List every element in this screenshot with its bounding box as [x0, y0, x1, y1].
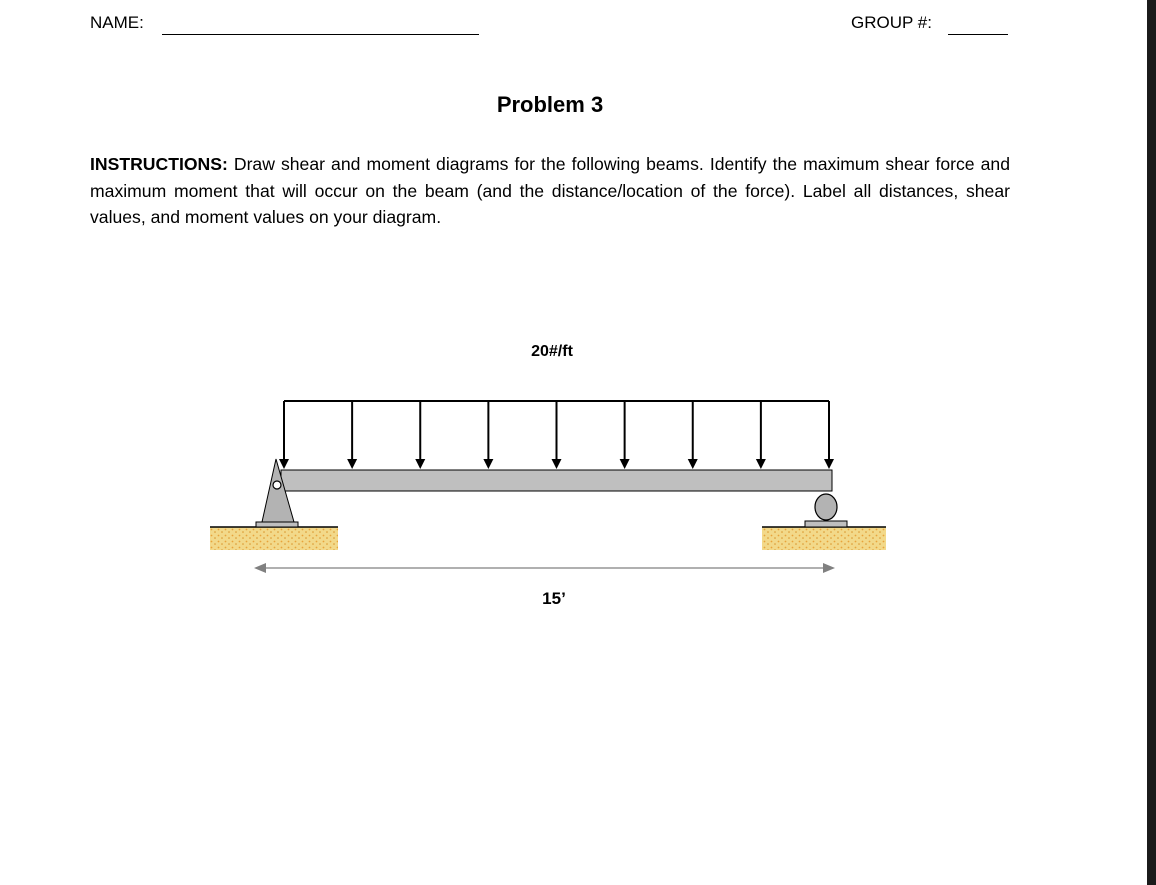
- load-arrow-head: [688, 459, 698, 469]
- pin-base-plate: [256, 522, 298, 527]
- load-arrow-head: [483, 459, 493, 469]
- page-edge-bar: [1147, 0, 1156, 885]
- load-label: 20#/ft: [531, 343, 573, 360]
- ground-right: [762, 527, 886, 550]
- distributed-load: [279, 401, 834, 469]
- load-arrow-head: [415, 459, 425, 469]
- beam: [281, 470, 832, 491]
- span-dimension: [254, 563, 835, 573]
- dimension-arrow-right: [823, 563, 835, 573]
- load-arrow-head: [756, 459, 766, 469]
- roller-wheel: [815, 494, 837, 520]
- name-label: NAME:: [90, 13, 144, 32]
- load-arrow-head: [347, 459, 357, 469]
- group-label: GROUP #:: [851, 13, 932, 32]
- load-arrow-head: [279, 459, 289, 469]
- span-label: 15’: [542, 589, 566, 608]
- instructions-label: INSTRUCTIONS:: [90, 154, 228, 174]
- load-arrows: [279, 401, 834, 469]
- dimension-arrow-left: [254, 563, 266, 573]
- load-arrow-head: [824, 459, 834, 469]
- instructions-text: Draw shear and moment diagrams for the following beams. Identify the maximum shear force and maximum moment that will occur on the beam (and the distance/location of the force). Label all distances, shear values, and moment values on your diagram.: [90, 154, 1010, 227]
- problem-title: Problem 3: [496, 92, 604, 117]
- load-arrow-head: [620, 459, 630, 469]
- ground-left: [210, 527, 338, 550]
- roller-support: [762, 494, 886, 550]
- pin-hole: [273, 481, 281, 489]
- load-arrow-head: [552, 459, 562, 469]
- roller-base-plate: [805, 521, 847, 527]
